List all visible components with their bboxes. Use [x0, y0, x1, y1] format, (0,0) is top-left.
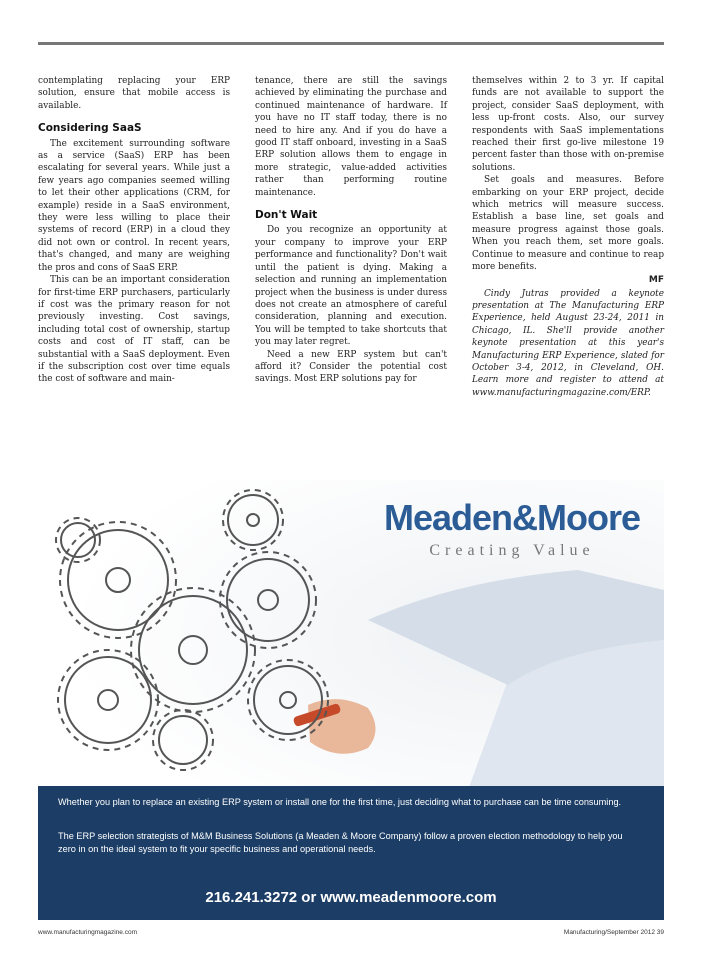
paragraph: Set goals and measures. Before embarking on your ERP project, decide which metrics will measure success. Establish a base line, set goals and measure progress against those goals. When you reach them, set more goals. Continue to measure and continue to reap more benefits. — [472, 175, 664, 273]
ad-info-band — [38, 786, 664, 920]
author-bio: Cindy Jutras provided a keynote presentation at The Manufacturing ERP Experience, held August 23-24, 2011 in Chicago, IL. She'll provide another keynote presentation at this year's Manufacturing ERP Experience, slated for October 3-4, 2012, in Cleveland, OH. Learn more and register to attend at www.manufacturingmagazine.com/ERP. — [472, 288, 664, 398]
meaden-moore-logo — [372, 498, 652, 560]
paragraph: Need a new ERP system but can't afford it? Consider the potential cost savings. Most ERP solutions pay for — [255, 349, 447, 385]
paragraph: The excitement surrounding software as a service (SaaS) ERP has been escalating for several years. While just a few years ago companies seemed willing to let their other applications (CRM, for example) reside in a SaaS environment, they were less willing to place their systems of record (ERP) in a cloud they did not own or control. In recent years, that's changed, and many are weighing the pros and cons of SaaS ERP. — [38, 138, 230, 273]
article-column-3 — [472, 75, 664, 399]
advertisement[interactable] — [38, 480, 664, 920]
ad-paragraph: Whether you plan to replace an existing ERP system or install one for the first time, just deciding what to purchase can be time consuming. — [58, 797, 622, 807]
paragraph: This can be an important consideration for first-time ERP purchasers, particularly if cost was the primary reason for not previously investing. Cost savings, including total cost of ownership, startup costs and cost of IT staff, can be substantial with a SaaS deployment. Even if the subscription cost over time equals the cost of software and main- — [38, 275, 230, 385]
section-heading: Don't Wait — [255, 209, 318, 222]
article-column-2 — [255, 75, 447, 386]
top-rule — [38, 42, 664, 45]
section-heading: Considering SaaS — [38, 122, 142, 135]
paragraph: tenance, there are still the savings achieved by eliminating the purchase and continued maintenance of hardware. If you have no IT staff today, there is no need to hire any. And if you do have a good IT staff onboard, investing in a SaaS ERP solution allows them to engage in more strategic, value-added activities rather than performing routine maintenance. — [255, 76, 447, 198]
article-column-1 — [38, 75, 230, 386]
paragraph: contemplating replacing your ERP solution, ensure that mobile access is available. — [38, 76, 230, 111]
end-mark: MF — [648, 274, 664, 285]
ad-paragraph: The ERP selection strategists of M&M Business Solutions (a Meaden & Moore Company) follow a proven election methodology to help you zero in on the ideal system to fit your specific business and operational needs. — [58, 831, 623, 854]
footer-issue-page: Manufacturing/September 2012 39 — [563, 929, 664, 936]
logo-wordmark: Meaden&Moore — [383, 497, 641, 538]
contact-line[interactable]: 216.241.3272 or www.meadenmoore.com — [205, 889, 497, 906]
paragraph: Do you recognize an opportunity at your company to improve your ERP performance and functionality? Don't wait until the patient is dying. Making a selection and running an implementation project when the business is under duress does not create an atmosphere of careful consideration, planning and execution. You will be tempted to take shortcuts that you may later regret. — [255, 225, 447, 348]
logo-tagline: Creating Value — [429, 542, 595, 559]
footer-url[interactable]: www.manufacturingmagazine.com — [38, 929, 137, 936]
paragraph: themselves within 2 to 3 yr. If capital funds are not available to support the project, consider SaaS deployment, with less up-front costs. Also, our survey respondents with SaaS implementations reached their first go-live milestone 19 percent faster than those with on-premise solutions. — [472, 76, 664, 173]
